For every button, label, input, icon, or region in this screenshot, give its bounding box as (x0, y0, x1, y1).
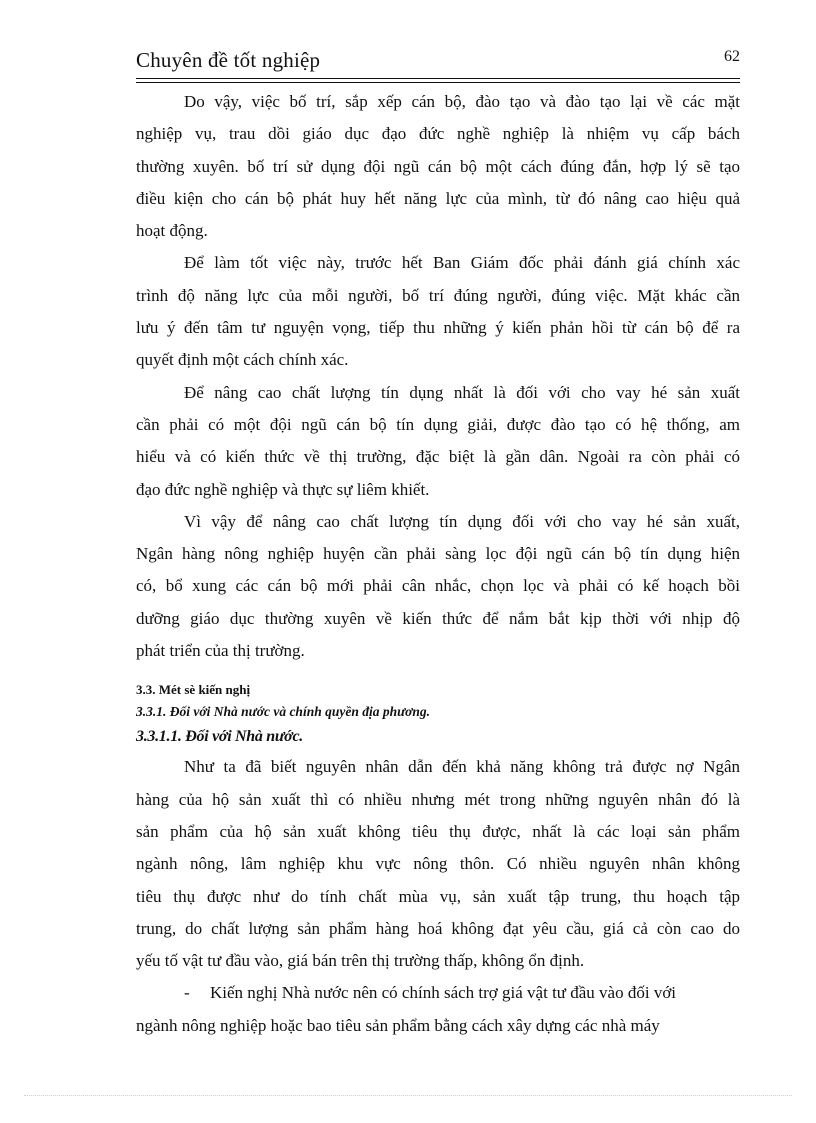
text-line: Để làm tốt việc này, trước hết Ban Giám đốc phải đánh giá chính xác (184, 253, 740, 273)
page-header (136, 46, 740, 76)
paragraph-2 (136, 247, 740, 376)
text-line: Vì vậy để nâng cao chất lượng tín dụng đối với cho vay hé sản xuất, (184, 511, 740, 531)
document-body (136, 86, 740, 1042)
text-line: ngành nông nghiệp hoặc bao tiêu sản phẩm bằng cách xây dựng các nhà máy (136, 1015, 660, 1035)
paragraph-1 (136, 86, 740, 247)
text-line: Như ta đã biết nguyên nhân dẫn đến khả năng không trả được nợ Ngân (184, 757, 740, 777)
text-line: trung, do chất lượng sản phẩm hàng hoá không đạt yêu cầu, giá cả còn cao do (136, 918, 740, 938)
text-line: Để nâng cao chất lượng tín dụng nhất là đối với cho vay hé sản xuất (184, 382, 740, 402)
text-line: nghiệp vụ, trau dồi giáo dục đạo đức nghề nghiệp là nhiệm vụ cấp bách (136, 124, 740, 144)
subsection-heading: 3.3.1. Đối với Nhà nước và chính quyền địa phương. (136, 704, 431, 720)
text-line: Kiến nghị Nhà nước nên có chính sách trợ giá vật tư đầu vào đối với (210, 983, 677, 1003)
text-line: yếu tố vật tư đầu vào, giá bán trên thị trường thấp, không ổn định. (136, 951, 585, 971)
subsubsection-heading: 3.3.1.1. Đối với Nhà nước. (136, 728, 303, 746)
text-line: đạo đức nghề nghiệp và thực sự liêm khiết. (136, 479, 430, 499)
paragraph-3 (136, 377, 740, 506)
header-title: Chuyên đề tốt nghiệp (136, 48, 321, 72)
text-line: ngành nông, lâm nghiệp khu vực nông thôn. Có nhiều nguyên nhân không (136, 854, 740, 874)
text-line: Ngân hàng nông nghiệp huyện cần phải sàng lọc đội ngũ cán bộ tín dụng hiện (136, 544, 740, 564)
text-line: phát triển của thị trường. (136, 641, 305, 661)
text-line: cần phải có một đội ngũ cán bộ tín dụng giải, được đào tạo có hệ thống, am (136, 414, 740, 434)
header-rule-thin (136, 82, 740, 83)
bullet-line (136, 977, 740, 1009)
text-line: quyết định một cách chính xác. (136, 350, 349, 370)
bullet-dash: - (184, 983, 190, 1003)
text-line: dưỡng giáo dục thường xuyên về kiến thức để nắm bắt kịp thời với nhịp độ (136, 608, 740, 628)
text-line: hoạt động. (136, 221, 208, 241)
footer-rule (24, 1095, 792, 1096)
text-line: có, bổ xung các cán bộ mới phải cân nhắc, chọn lọc và phải có kế hoạch bồi (136, 576, 740, 596)
text-line: hiểu và có kiến thức về thị trường, đặc biệt là gần dân. Ngoài ra còn phải có (136, 447, 740, 467)
paragraph-4 (136, 506, 740, 667)
text-line: hàng của hộ sản xuất thì có nhiều nhưng mét trong những nguyên nhân đó là (136, 789, 740, 809)
text-line: trình độ năng lực của mỗi người, bố trí đúng người, đúng việc. Mặt khác cần (136, 285, 740, 305)
text-line: thường xuyên. bố trí sử dụng đội ngũ cán bộ một cách đúng đắn, hợp lý sẽ tạo (136, 156, 740, 176)
section-heading: 3.3. Mét sè kiến nghị (136, 682, 251, 698)
text-line: sản phẩm của hộ sản xuất không tiêu thụ được, nhất là các loại sản phẩm (136, 821, 740, 841)
text-line: Do vậy, việc bố trí, sắp xếp cán bộ, đào tạo và đào tạo lại về các mặt (184, 92, 740, 111)
spacer (136, 667, 740, 679)
paragraph-6 (136, 977, 740, 1042)
header-rule-thick (136, 78, 740, 79)
page-number: 62 (724, 48, 740, 65)
text-line: điều kiện cho cán bộ phát huy hết năng lực của mình, từ đó nâng cao hiệu quả (136, 188, 740, 208)
paragraph-5 (136, 751, 740, 977)
text-line: lưu ý đến tâm tư nguyện vọng, tiếp thu những ý kiến phản hồi từ cán bộ để ra (136, 318, 740, 338)
text-line: tiêu thụ được như do tính chất mùa vụ, sản xuất tập trung, thu hoạch tập (136, 886, 740, 906)
